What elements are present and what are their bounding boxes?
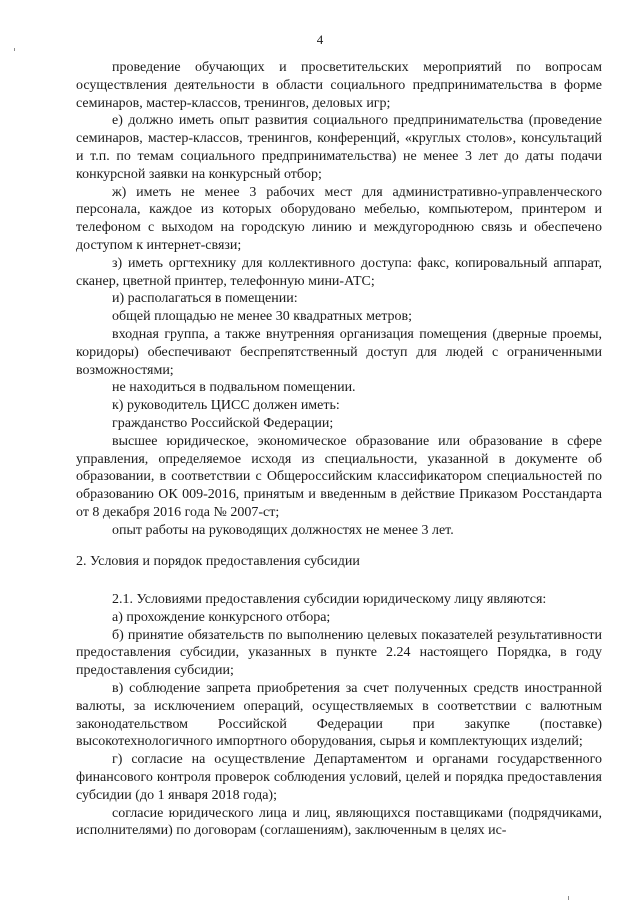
paragraph: к) руководитель ЦИСС должен иметь: xyxy=(112,398,340,414)
paragraph: в) соблюдение запрета приобретения за счет полученных средств иностранной валюты, за исключением операций, осуществляемых в соответствии с валютным законодательством Российской Федерации при закупке (поставке) высокотехнологичного импортного оборудования, сырья и комплектующих изделий; xyxy=(76,680,602,750)
page-number: 4 xyxy=(316,32,324,47)
paragraph: г) согласие на осуществление Департаментом и органами государственного финансового контроля проверок соблюдения условий, целей и порядка предоставления субсидии (до 1 января 2018 года); xyxy=(76,752,602,803)
document-body-top xyxy=(76,59,602,540)
paragraph: а) прохождение конкурсного отбора; xyxy=(112,609,331,625)
paragraph: б) принятие обязательств по выполнению целевых показателей результативности предоставления субсидии, указанных в пункте 2.24 настоящего Порядка, в году предоставления субсидии; xyxy=(76,627,602,679)
margin-mark-left xyxy=(14,48,15,51)
paragraph: проведение обучающих и просветительских мероприятий по вопросам осуществления деятельности в области социального предпринимательства в форме семинаров, мастер-классов, тренингов, деловых игр; xyxy=(76,60,602,111)
margin-mark-bottom xyxy=(568,896,569,900)
paragraph: ж) иметь не менее 3 рабочих мест для административно-управленческого персонала, каждое из которых оборудовано мебелью, компьютером, принтером и телефоном с выходом на городскую линию и междугороднюю связь и обеспечено доступом к интернет-связи; xyxy=(76,184,602,253)
paragraph: согласие юридического лица и лиц, являющихся поставщиками (подрядчиками, исполнителями) по договорам (соглашениям), заключенным в целях ис- xyxy=(76,805,602,839)
paragraph: не находиться в подвальном помещении. xyxy=(112,380,356,396)
section-heading: 2. Условия и порядок предоставления субсидии xyxy=(76,554,360,569)
paragraph: 2.1. Условиями предоставления субсидии юридическому лицу являются: xyxy=(112,592,547,607)
paragraph: е) должно иметь опыт развития социального предпринимательства (проведение семинаров, мастер-классов, тренингов, конференций, «круглых столов», консультаций и т.п. по темам социального предпринимательства) не менее 3 лет до даты подачи конкурсной заявки на конкурсный отбор; xyxy=(76,113,602,182)
paragraph: з) иметь оргтехнику для коллективного доступа: факс, копировальный аппарат, сканер, цветной принтер, телефонную мини-АТС; xyxy=(76,255,602,289)
paragraph: и) располагаться в помещении: xyxy=(112,291,298,307)
paragraph: опыт работы на руководящих должностях не менее 3 лет. xyxy=(112,522,454,538)
paragraph: входная группа, а также внутренняя организация помещения (дверные проемы, коридоры) обеспечивают беспрепятственный доступ для людей с ограниченными возможностями; xyxy=(76,326,602,378)
paragraph: общей площадью не менее 30 квадратных метров; xyxy=(112,309,413,325)
paragraph: высшее юридическое, экономическое образование или образование в сфере управления, определяемое исходя из специальности, указанной в документе об образовании, в соответствии с Общероссийским классификатором специальностей по образованию ОК 009-2016, принятым и введенным в действие Приказом Росстандарта от 8 декабря 2016 года № 2007-ст; xyxy=(76,433,602,520)
document-body-bottom xyxy=(76,591,602,840)
paragraph: гражданство Российской Федерации; xyxy=(112,415,334,431)
